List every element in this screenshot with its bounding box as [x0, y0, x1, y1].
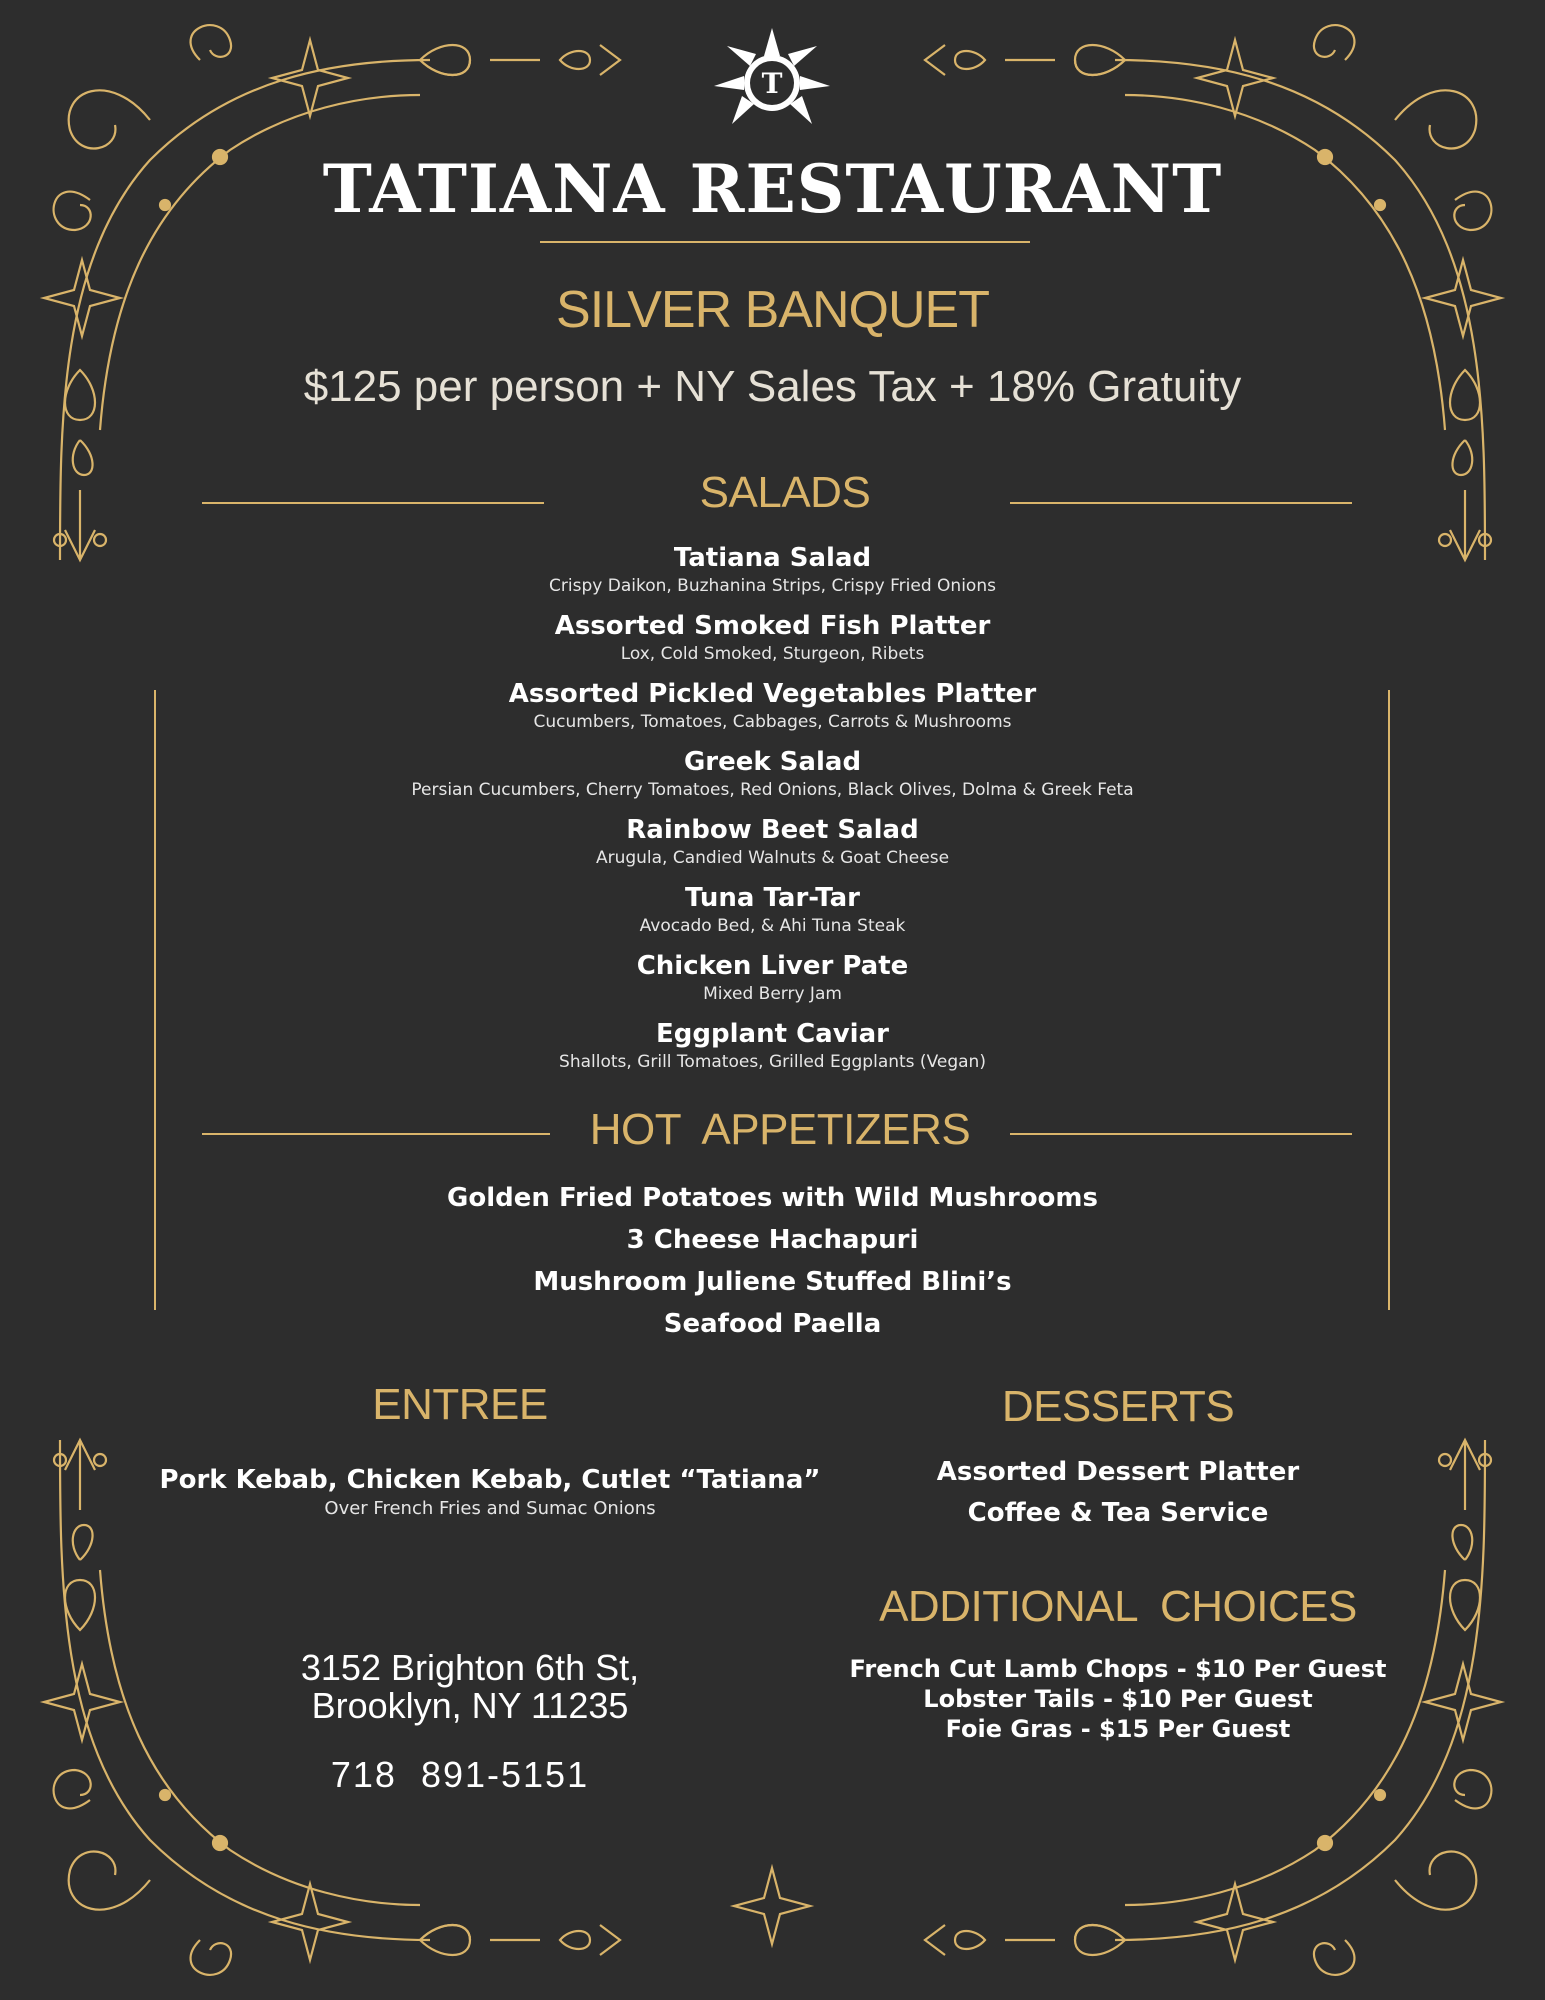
banquet-title: SILVER BANQUET: [556, 281, 989, 339]
salad-name: Tatiana Salad: [673, 543, 872, 573]
address-line-2: Brooklyn, NY 11235: [311, 1685, 629, 1726]
salads-rule-right: [1010, 502, 1352, 504]
entree-description: Over French Fries and Sumac Onions: [324, 1498, 656, 1519]
salads-list: [0, 542, 1545, 1086]
salad-description: Lox, Cold Smoked, Sturgeon, Ribets: [620, 644, 925, 664]
logo-letter: T: [761, 67, 783, 100]
additional-choices-heading: ADDITIONAL CHOICES: [879, 1582, 1357, 1631]
entree-heading: ENTREE: [372, 1380, 548, 1429]
salad-name: Rainbow Beet Salad: [626, 815, 919, 845]
list-item: Assorted Dessert Platter: [936, 1457, 1300, 1487]
phone-number: 718 891-5151: [330, 1754, 590, 1795]
logo: [712, 26, 832, 136]
list-item: Seafood Paella: [663, 1309, 882, 1339]
hot-appetizers-list: [0, 1182, 1545, 1350]
salad-description: Persian Cucumbers, Cherry Tomatoes, Red Onions, Black Olives, Dolma & Greek Feta: [411, 780, 1134, 800]
list-item: [0, 610, 1545, 678]
list-item: Coffee & Tea Service: [967, 1498, 1269, 1528]
salad-description: Shallots, Grill Tomatoes, Grilled Eggplants (Vegan): [559, 1052, 986, 1072]
list-item: [0, 882, 1545, 950]
salads-rule-left: [202, 502, 544, 504]
list-item: [0, 814, 1545, 882]
list-item: Lobster Tails - $10 Per Guest: [923, 1685, 1313, 1713]
salad-name: Greek Salad: [683, 747, 862, 777]
list-item: 3 Cheese Hachapuri: [626, 1225, 919, 1255]
price-line: $125 per person + NY Sales Tax + 18% Gratuity: [303, 362, 1242, 411]
salad-name: Assorted Smoked Fish Platter: [554, 611, 991, 641]
salads-heading: SALADS: [699, 468, 871, 517]
salad-name: Assorted Pickled Vegetables Platter: [508, 679, 1037, 709]
hot-rule-left: [202, 1133, 550, 1135]
salad-description: Cucumbers, Tomatoes, Cabbages, Carrots & Mushrooms: [533, 712, 1012, 732]
salad-name: Chicken Liver Pate: [636, 951, 909, 981]
title-divider: [540, 241, 1030, 243]
address-line-1: 3152 Brighton 6th St,: [300, 1647, 640, 1688]
restaurant-title: TATIANA RESTAURANT: [322, 150, 1223, 228]
salad-description: Arugula, Candied Walnuts & Goat Cheese: [595, 848, 950, 868]
hot-appetizers-heading: HOT APPETIZERS: [589, 1105, 971, 1154]
list-item: [0, 678, 1545, 746]
list-item: [0, 542, 1545, 610]
list-item: [0, 1018, 1545, 1086]
list-item: [0, 746, 1545, 814]
list-item: Golden Fried Potatoes with Wild Mushrooms: [447, 1183, 1098, 1213]
salad-name: Tuna Tar-Tar: [685, 883, 860, 913]
salad-name: Eggplant Caviar: [656, 1019, 889, 1049]
salad-description: Mixed Berry Jam: [703, 984, 842, 1004]
salad-description: Avocado Bed, & Ahi Tuna Steak: [639, 916, 906, 936]
list-item: Mushroom Juliene Stuffed Blini’s: [533, 1267, 1012, 1297]
entree-name: Pork Kebab, Chicken Kebab, Cutlet “Tatiana”: [159, 1465, 821, 1495]
list-item: French Cut Lamb Chops - $10 Per Guest: [849, 1655, 1387, 1683]
sunburst-logo-icon: [712, 26, 832, 136]
desserts-heading: DESSERTS: [1001, 1382, 1235, 1431]
hot-rule-right: [1010, 1133, 1352, 1135]
salad-description: Crispy Daikon, Buzhanina Strips, Crispy Fried Onions: [549, 576, 996, 596]
list-item: Foie Gras - $15 Per Guest: [945, 1715, 1291, 1743]
list-item: [0, 950, 1545, 1018]
